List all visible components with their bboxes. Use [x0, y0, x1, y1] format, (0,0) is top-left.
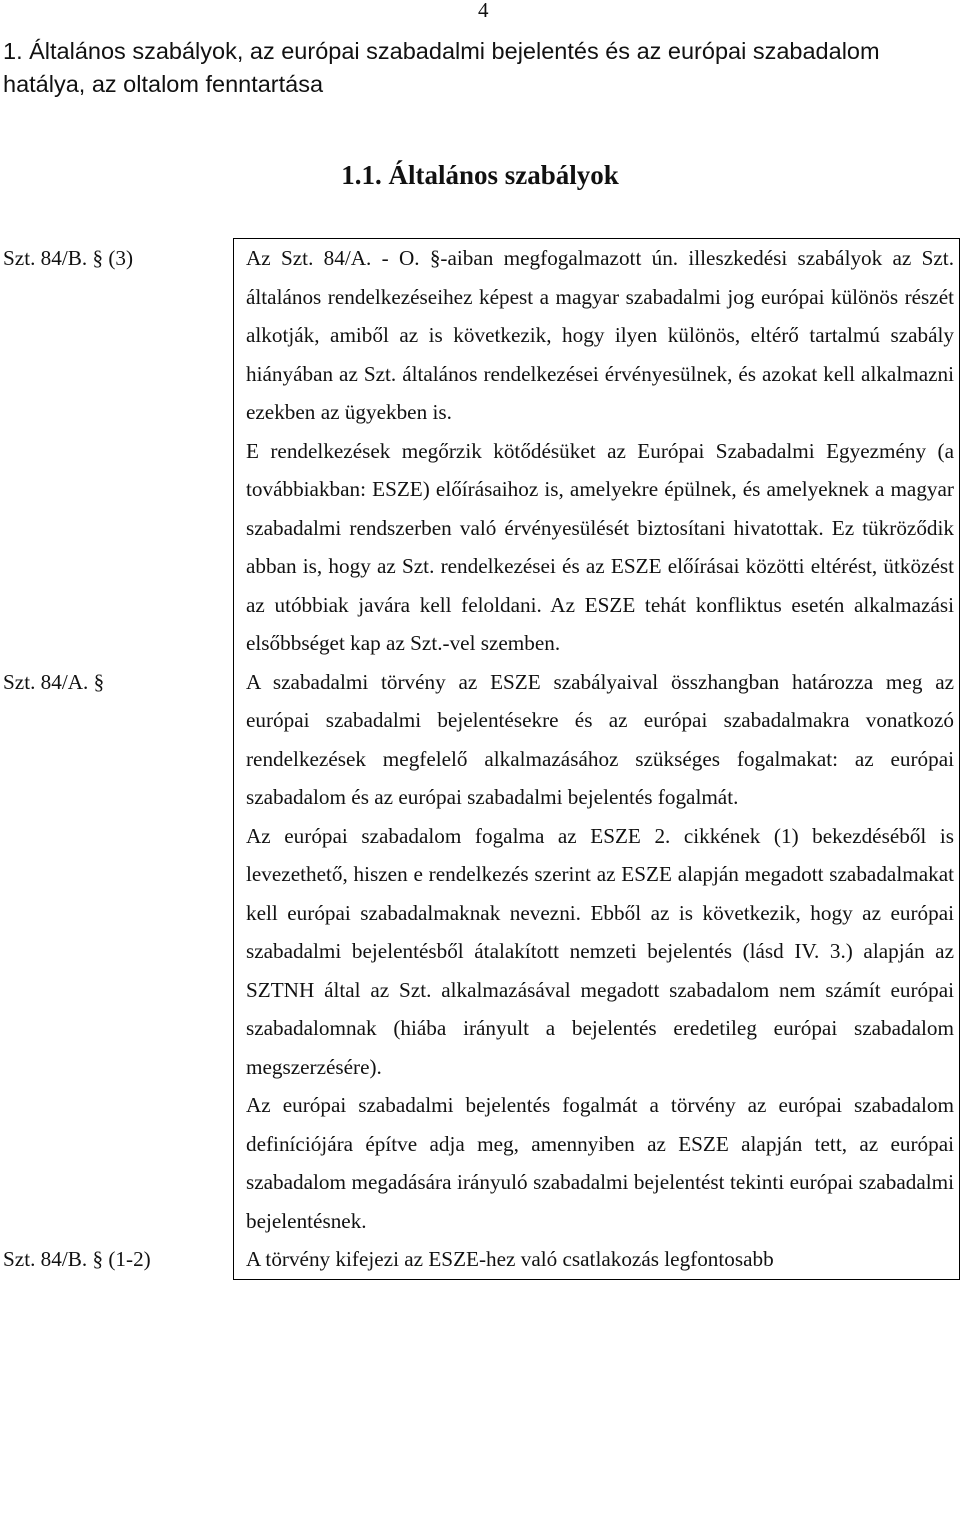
legal-commentary-table: [0, 238, 960, 1280]
statute-reference: Szt. 84/A. §: [3, 669, 105, 694]
commentary-paragraph: Az Szt. 84/A. - O. §-aiban megfogalmazott ún. illeszkedési szabályok az Szt. általános rendelkezéseihez képest a magyar szabadalmi jog európai különös részét alkotják, amiből az is következik, hogy ilyen különös, eltérő tartalmú szabály hiányában az Szt. általános rendelkezései érvényesülnek, és azokat kell alkalmazni ezekben az ügyekben is.: [246, 246, 954, 424]
table-row: [0, 1240, 960, 1279]
statute-reference: Szt. 84/B. § (3): [3, 245, 134, 270]
page-number: 4: [478, 0, 489, 22]
table-row: [0, 663, 960, 1241]
commentary-cell: [234, 239, 960, 663]
commentary-paragraph: Az európai szabadalom fogalma az ESZE 2. cikkének (1) bekezdéséből is levezethető, hiszen e rendelkezés szerint az ESZE alapján megadott szabadalmakat kell európai szabadalmaknak nevezni. Ebből az is következik, hogy az európai szabadalmi bejelentésből átalakított nemzeti bejelentés (lásd IV. 3.) alapján az SZTNH által az Szt. alkalmazásával megadott szabadalom nem számít európai szabadalomnak (hiába irányult a bejelentés eredetileg európai szabadalom megszerzésére).: [246, 823, 954, 1079]
commentary-paragraph: Az európai szabadalmi bejelentés fogalmát a törvény az európai szabadalom definíciójára építve adja meg, amennyiben az ESZE alapján tett, az európai szabadalom megadására irányuló szabadalmi bejelentést tekinti európai szabadalmi bejelentésnek.: [246, 1093, 954, 1233]
commentary-cell: [234, 663, 960, 1241]
chapter-heading: 1. Általános szabályok, az európai szabadalmi bejelentés és az európai szabadalom hatálya, az oltalom fenntartása: [3, 38, 880, 97]
commentary-cell: [234, 1240, 960, 1279]
commentary-paragraph: A törvény kifejezi az ESZE-hez való csatlakozás legfontosabb: [246, 1247, 774, 1271]
table-row: [0, 239, 960, 663]
commentary-paragraph: A szabadalmi törvény az ESZE szabályaival összhangban határozza meg az európai szabadalmi bejelentésekre és az európai szabadalmakra vonatkozó rendelkezések megfelelő alkalmazásához szükséges fogalmakat: az európai szabadalom és az európai szabadalmi bejelentés fogalmát.: [246, 669, 954, 809]
commentary-paragraph: E rendelkezések megőrzik kötődésüket az Európai Szabadalmi Egyezmény (a továbbiakban: ESZE) előírásaihoz is, amelyekre épülnek, és amelyeknek a magyar szabadalmi rendszerben való érvényesülését biztosítani hivatottak. Ez tükröződik abban is, hogy az Szt. rendelkezései és az ESZE előírásai közötti eltérést, ütközést az utóbbiak javára kell feloldani. Az ESZE tehát konfliktus esetén alkalmazási elsőbbséget kap az Szt.-vel szemben.: [246, 438, 954, 655]
statute-reference: Szt. 84/B. § (1-2): [3, 1247, 151, 1271]
section-heading: 1.1. Általános szabályok: [341, 160, 619, 190]
